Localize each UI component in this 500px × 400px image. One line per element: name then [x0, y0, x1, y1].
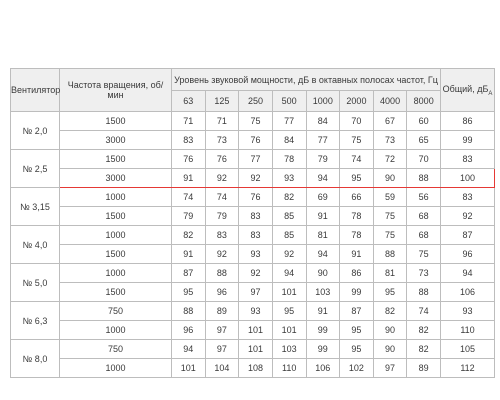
rpm-cell: 1000 — [60, 188, 172, 207]
header-rpm: Частота вращения, об/мин — [60, 69, 172, 112]
rpm-cell: 1000 — [60, 226, 172, 245]
fan-size-cell: № 8,0 — [11, 340, 60, 378]
band-value-cell: 99 — [306, 321, 340, 340]
band-value-cell: 81 — [306, 226, 340, 245]
band-value-cell: 96 — [205, 283, 239, 302]
fan-size-cell: № 5,0 — [11, 264, 60, 302]
band-value-cell: 88 — [172, 302, 206, 321]
band-value-cell: 95 — [340, 340, 374, 359]
table-body — [11, 112, 495, 378]
band-value-cell: 89 — [205, 302, 239, 321]
table-row — [11, 359, 495, 378]
band-value-cell: 87 — [172, 264, 206, 283]
band-value-cell: 90 — [306, 264, 340, 283]
band-value-cell: 99 — [306, 340, 340, 359]
band-value-cell: 73 — [407, 264, 441, 283]
band-value-cell: 68 — [407, 207, 441, 226]
band-value-cell: 90 — [373, 321, 407, 340]
rpm-cell: 1500 — [60, 283, 172, 302]
band-value-cell: 73 — [205, 131, 239, 150]
band-value-cell: 103 — [306, 283, 340, 302]
band-value-cell: 97 — [205, 321, 239, 340]
band-value-cell: 88 — [407, 283, 441, 302]
header-band: 500 — [272, 91, 306, 112]
rpm-cell: 3000 — [60, 131, 172, 150]
band-value-cell: 87 — [340, 302, 374, 321]
total-cell: 86 — [441, 112, 495, 131]
band-value-cell: 78 — [340, 226, 374, 245]
band-value-cell: 73 — [373, 131, 407, 150]
total-cell: 110 — [441, 321, 495, 340]
band-value-cell: 93 — [272, 169, 306, 188]
header-total-label: Общий, дБ — [442, 83, 489, 94]
header-band: 63 — [172, 91, 206, 112]
band-value-cell: 97 — [239, 283, 273, 302]
band-value-cell: 99 — [340, 283, 374, 302]
band-value-cell: 104 — [205, 359, 239, 378]
band-value-cell: 94 — [172, 340, 206, 359]
band-value-cell: 101 — [272, 321, 306, 340]
band-value-cell: 95 — [272, 302, 306, 321]
rpm-cell: 1500 — [60, 245, 172, 264]
band-value-cell: 94 — [272, 264, 306, 283]
rpm-cell: 1500 — [60, 112, 172, 131]
band-value-cell: 95 — [373, 283, 407, 302]
total-cell: 83 — [441, 188, 495, 207]
band-value-cell: 93 — [239, 302, 273, 321]
band-value-cell: 97 — [205, 340, 239, 359]
band-value-cell: 102 — [340, 359, 374, 378]
fan-size-cell: № 4,0 — [11, 226, 60, 264]
band-value-cell: 89 — [407, 359, 441, 378]
rpm-cell: 1500 — [60, 207, 172, 226]
band-value-cell: 77 — [306, 131, 340, 150]
table-row — [11, 112, 495, 131]
band-value-cell: 76 — [239, 131, 273, 150]
band-value-cell: 91 — [306, 207, 340, 226]
band-value-cell: 79 — [306, 150, 340, 169]
total-cell: 106 — [441, 283, 495, 302]
band-value-cell: 91 — [172, 245, 206, 264]
table-row — [11, 226, 495, 245]
rpm-cell: 1000 — [60, 264, 172, 283]
table-row — [11, 264, 495, 283]
table-row — [11, 283, 495, 302]
band-value-cell: 76 — [239, 188, 273, 207]
band-value-cell: 70 — [407, 150, 441, 169]
table-row-highlighted — [11, 169, 495, 188]
band-value-cell: 94 — [306, 169, 340, 188]
header-band: 125 — [205, 91, 239, 112]
band-value-cell: 95 — [340, 169, 374, 188]
band-value-cell: 92 — [205, 245, 239, 264]
band-value-cell: 60 — [407, 112, 441, 131]
band-value-cell: 93 — [239, 245, 273, 264]
band-value-cell: 74 — [172, 188, 206, 207]
band-value-cell: 95 — [340, 321, 374, 340]
band-value-cell: 94 — [306, 245, 340, 264]
total-cell: 105 — [441, 340, 495, 359]
table-row — [11, 188, 495, 207]
table-header — [11, 69, 495, 112]
table-row — [11, 321, 495, 340]
header-band: 8000 — [407, 91, 441, 112]
band-value-cell: 106 — [306, 359, 340, 378]
rpm-cell: 1000 — [60, 321, 172, 340]
band-value-cell: 83 — [205, 226, 239, 245]
band-value-cell: 91 — [172, 169, 206, 188]
band-value-cell: 74 — [340, 150, 374, 169]
total-cell: 112 — [441, 359, 495, 378]
band-value-cell: 91 — [340, 245, 374, 264]
band-value-cell: 59 — [373, 188, 407, 207]
band-value-cell: 76 — [205, 150, 239, 169]
header-band: 2000 — [340, 91, 374, 112]
band-value-cell: 101 — [272, 283, 306, 302]
band-value-cell: 110 — [272, 359, 306, 378]
header-band: 4000 — [373, 91, 407, 112]
band-value-cell: 75 — [373, 226, 407, 245]
band-value-cell: 92 — [272, 245, 306, 264]
rpm-cell: 1000 — [60, 359, 172, 378]
band-value-cell: 91 — [306, 302, 340, 321]
band-value-cell: 90 — [373, 340, 407, 359]
band-value-cell: 88 — [205, 264, 239, 283]
band-value-cell: 79 — [205, 207, 239, 226]
sound-power-table — [10, 68, 495, 378]
band-value-cell: 86 — [340, 264, 374, 283]
band-value-cell: 84 — [272, 131, 306, 150]
band-value-cell: 81 — [373, 264, 407, 283]
header-fan: Вентилятор — [11, 69, 60, 112]
total-cell: 92 — [441, 207, 495, 226]
band-value-cell: 82 — [407, 340, 441, 359]
band-value-cell: 77 — [272, 112, 306, 131]
total-cell: 99 — [441, 131, 495, 150]
band-value-cell: 85 — [272, 207, 306, 226]
fan-size-cell: № 6,3 — [11, 302, 60, 340]
band-value-cell: 101 — [239, 340, 273, 359]
band-value-cell: 92 — [239, 169, 273, 188]
total-cell: 87 — [441, 226, 495, 245]
band-value-cell: 74 — [407, 302, 441, 321]
band-value-cell: 83 — [239, 207, 273, 226]
header-band: 250 — [239, 91, 273, 112]
band-value-cell: 92 — [239, 264, 273, 283]
band-value-cell: 75 — [407, 245, 441, 264]
band-value-cell: 71 — [172, 112, 206, 131]
band-value-cell: 82 — [373, 302, 407, 321]
band-value-cell: 67 — [373, 112, 407, 131]
band-value-cell: 74 — [205, 188, 239, 207]
rpm-cell: 1500 — [60, 150, 172, 169]
band-value-cell: 92 — [205, 169, 239, 188]
band-value-cell: 76 — [172, 150, 206, 169]
fan-size-cell: № 3,15 — [11, 188, 60, 226]
band-value-cell: 90 — [373, 169, 407, 188]
band-value-cell: 71 — [205, 112, 239, 131]
band-value-cell: 82 — [172, 226, 206, 245]
band-value-cell: 96 — [172, 321, 206, 340]
band-value-cell: 68 — [407, 226, 441, 245]
band-value-cell: 75 — [340, 131, 374, 150]
band-value-cell: 103 — [272, 340, 306, 359]
fan-size-cell: № 2,5 — [11, 150, 60, 188]
band-value-cell: 75 — [373, 207, 407, 226]
rpm-cell: 750 — [60, 302, 172, 321]
table-row — [11, 207, 495, 226]
table-row — [11, 245, 495, 264]
band-value-cell: 82 — [272, 188, 306, 207]
rpm-cell: 3000 — [60, 169, 172, 188]
band-value-cell: 78 — [272, 150, 306, 169]
band-value-cell: 101 — [239, 321, 273, 340]
header-total — [441, 69, 495, 112]
band-value-cell: 88 — [373, 245, 407, 264]
noise-table-wrapper — [10, 68, 495, 378]
table-row — [11, 131, 495, 150]
band-value-cell: 84 — [306, 112, 340, 131]
band-value-cell: 82 — [407, 321, 441, 340]
table-row — [11, 302, 495, 321]
band-value-cell: 56 — [407, 188, 441, 207]
band-value-cell: 70 — [340, 112, 374, 131]
total-cell: 93 — [441, 302, 495, 321]
header-total-sub: А — [488, 90, 493, 97]
band-value-cell: 95 — [172, 283, 206, 302]
band-value-cell: 77 — [239, 150, 273, 169]
table-row — [11, 150, 495, 169]
band-value-cell: 83 — [172, 131, 206, 150]
header-level: Уровень звуковой мощности, дБ в октавных полосах частот, Гц — [172, 69, 441, 91]
band-value-cell: 78 — [340, 207, 374, 226]
total-cell: 100 — [441, 169, 495, 188]
band-value-cell: 69 — [306, 188, 340, 207]
total-cell: 94 — [441, 264, 495, 283]
band-value-cell: 83 — [239, 226, 273, 245]
total-cell: 83 — [441, 150, 495, 169]
fan-size-cell: № 2,0 — [11, 112, 60, 150]
band-value-cell: 97 — [373, 359, 407, 378]
band-value-cell: 79 — [172, 207, 206, 226]
band-value-cell: 108 — [239, 359, 273, 378]
band-value-cell: 65 — [407, 131, 441, 150]
header-band: 1000 — [306, 91, 340, 112]
band-value-cell: 88 — [407, 169, 441, 188]
band-value-cell: 66 — [340, 188, 374, 207]
rpm-cell: 750 — [60, 340, 172, 359]
band-value-cell: 72 — [373, 150, 407, 169]
total-cell: 96 — [441, 245, 495, 264]
band-value-cell: 75 — [239, 112, 273, 131]
band-value-cell: 101 — [172, 359, 206, 378]
band-value-cell: 85 — [272, 226, 306, 245]
table-row — [11, 340, 495, 359]
